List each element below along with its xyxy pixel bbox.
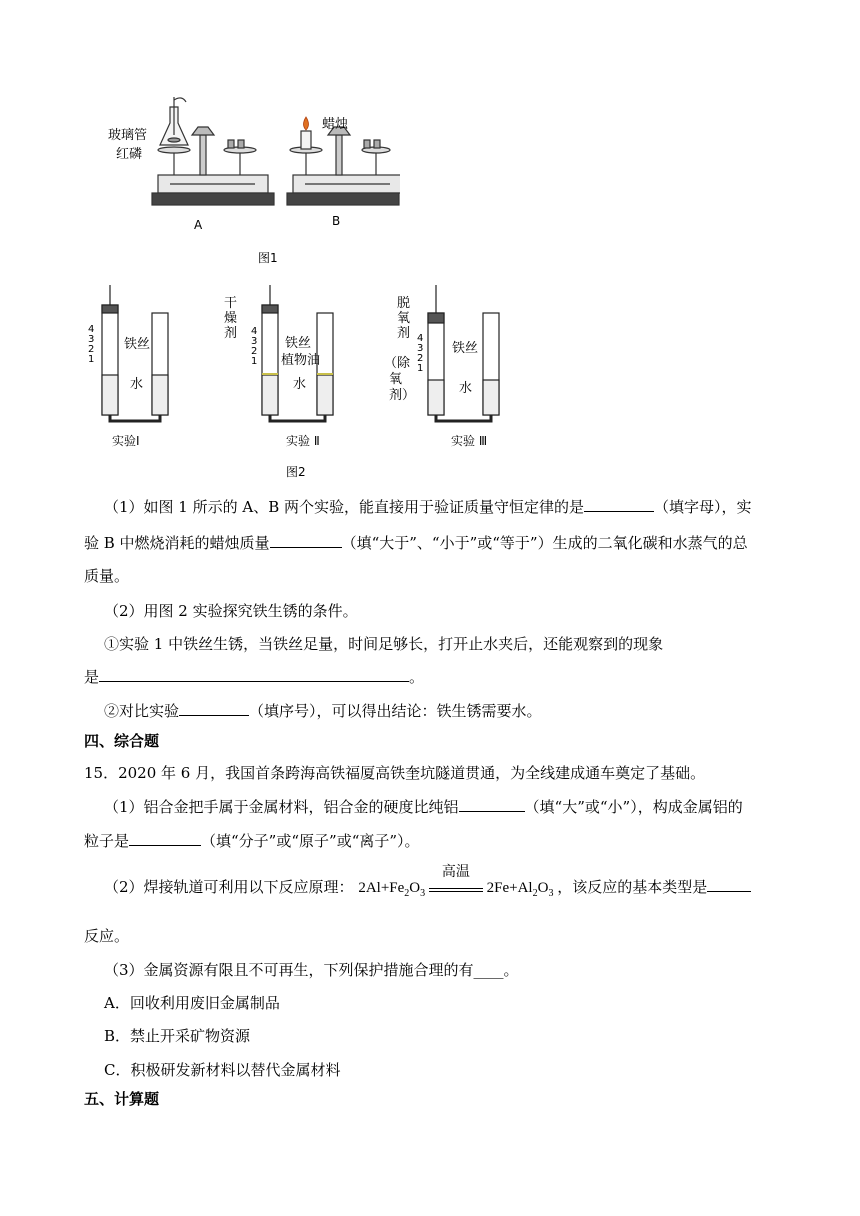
q15-part1-line2 [84, 829, 784, 852]
exp2-label-oil: 植物油 [281, 353, 321, 368]
q14-part2 [104, 600, 804, 622]
candle-flame-icon [304, 117, 309, 130]
text: （填字母），实 [654, 498, 752, 516]
q14-part1-line2 [84, 531, 784, 554]
eq-left: 2Al+Fe [358, 880, 405, 896]
q15-part1-line1 [104, 795, 804, 818]
text: 质量。 [84, 567, 130, 585]
text: B．禁止开采矿物资源 [104, 1027, 251, 1045]
section-4-heading: 四、综合题 [84, 732, 160, 750]
answer-blank[interactable] [270, 531, 342, 548]
scale-mark: 2 [88, 344, 95, 355]
char: 干 [224, 296, 238, 311]
text: （2）焊接轨道可利用以下反应原理： [104, 878, 354, 896]
text: 。 [409, 668, 425, 686]
char: 剂 [397, 326, 411, 341]
scale-mark: 3 [88, 334, 95, 345]
answer-blank[interactable] [707, 875, 751, 892]
exp3-label-wire: 铁丝 [452, 341, 479, 356]
scale-exp1 [88, 325, 94, 365]
text: （2）用图 2 实验探究铁生锈的条件。 [104, 602, 358, 620]
q15-part2-line1 [104, 865, 804, 905]
figure-2-caption: 图2 [286, 465, 306, 479]
text: （填“大”或“小”），构成金属铝的 [524, 798, 743, 816]
text: （3）金属资源有限且不可再生，下列保护措施合理的有____。 [104, 961, 519, 979]
text: ②对比实验 [104, 702, 180, 720]
char: 剂 [224, 326, 238, 341]
eq-right: 2Fe+Al [486, 880, 533, 896]
scale-mark: 4 [417, 333, 424, 344]
answer-blank[interactable] [179, 699, 249, 716]
label-glass-tube: 玻璃管 [108, 128, 148, 143]
char: 脱 [397, 296, 411, 311]
scale-mark: 3 [417, 343, 424, 354]
char: 氧 [389, 372, 403, 387]
scale-mark: 2 [417, 353, 424, 364]
q14-part1-line1 [104, 495, 804, 518]
text: （填序号），可以得出结论：铁生锈需要水。 [249, 702, 542, 720]
exp3-caption: 实验 Ⅲ [451, 434, 488, 448]
scale-mark: 3 [251, 336, 258, 347]
exp2-label-water: 水 [293, 377, 307, 392]
scale-mark: 1 [417, 363, 424, 374]
scale-mark: 1 [88, 354, 95, 365]
q14-part1-line3 [84, 565, 784, 587]
answer-blank[interactable] [459, 795, 525, 812]
figure-1-caption: 图1 [258, 251, 278, 265]
figure-1 [100, 95, 400, 265]
exp3-label-deoxidizer-note [384, 356, 415, 404]
text: ，该反应的基本类型是 [557, 878, 708, 896]
section-5-heading: 五、计算题 [84, 1090, 160, 1108]
exp3-label-deoxidizer [397, 296, 410, 341]
text: （1）铝合金把手属于金属材料，铝合金的硬度比纯铝 [104, 798, 459, 816]
text: 15．2020 年 6 月，我国首条跨海高铁福厦高铁奎坑隧道贯通，为全线建成通车奠定了基础。 [84, 764, 706, 782]
exp2-caption: 实验 Ⅱ [286, 434, 320, 448]
scale-mark: 2 [251, 346, 258, 357]
answer-blank[interactable] [584, 495, 654, 512]
text: C．积极研发新材料以替代金属材料 [104, 1061, 341, 1079]
text: 验 B 中燃烧消耗的蜡烛质量 [84, 534, 270, 552]
scale-mark: 1 [251, 356, 258, 367]
q15-intro [84, 762, 784, 784]
char: 燥 [224, 311, 238, 326]
label-red-phosphorus: 红磷 [116, 147, 143, 162]
label-candle: 蜡烛 [322, 117, 349, 132]
text: 反应。 [84, 927, 130, 945]
exp1-label-wire: 铁丝 [124, 337, 151, 352]
char: 剂） [389, 388, 416, 403]
q15-part2-line2 [84, 925, 784, 947]
q14-part2-sub2 [104, 699, 804, 722]
answer-blank[interactable] [129, 829, 201, 846]
text: 粒子是 [84, 832, 130, 850]
text: 是 [84, 668, 100, 686]
text: （填“分子”或“原子”或“离子”）。 [201, 832, 420, 850]
text: A．回收利用废旧金属制品 [104, 994, 280, 1012]
scale-exp2 [251, 327, 257, 367]
q15-part3 [104, 959, 804, 981]
char: 氧 [397, 311, 411, 326]
exp1-caption: 实验Ⅰ [112, 434, 140, 448]
text: ①实验 1 中铁丝生锈，当铁丝足量，时间足够长，打开止水夹后，还能观察到的现象 [104, 635, 664, 653]
label-experiment-b: B [332, 214, 341, 228]
exp2-label-desiccant [224, 296, 237, 341]
char: （除 [384, 356, 411, 371]
label-experiment-a: A [194, 218, 203, 232]
eq-cond-text: 高温 [441, 865, 470, 880]
exp2-label-wire: 铁丝 [285, 336, 312, 351]
q15-option-a[interactable] [104, 992, 804, 1014]
scale-mark: 4 [251, 326, 258, 337]
exp3-label-water: 水 [459, 381, 473, 396]
chemical-equation: $2Al+Fe_2O_3$ 高温 $2Fe+Al_2O_3$ [358, 880, 557, 896]
q15-option-b[interactable] [104, 1025, 804, 1047]
q14-part2-sub1-line2 [84, 665, 784, 688]
q15-option-c[interactable] [104, 1059, 804, 1081]
answer-blank[interactable] [99, 665, 409, 682]
scale-mark: 4 [88, 324, 95, 335]
q14-part2-sub1-line1 [104, 633, 804, 655]
scale-exp3 [417, 334, 423, 374]
balance-apparatus-drawing [100, 95, 400, 265]
eq-condition [429, 865, 483, 892]
text: （填“大于”、“小于”或“等于”）生成的二氧化碳和水蒸气的总 [341, 534, 748, 552]
exp1-label-water: 水 [130, 377, 144, 392]
text: （1）如图 1 所示的 A、B 两个实验，能直接用于验证质量守恒定律的是 [104, 498, 585, 516]
